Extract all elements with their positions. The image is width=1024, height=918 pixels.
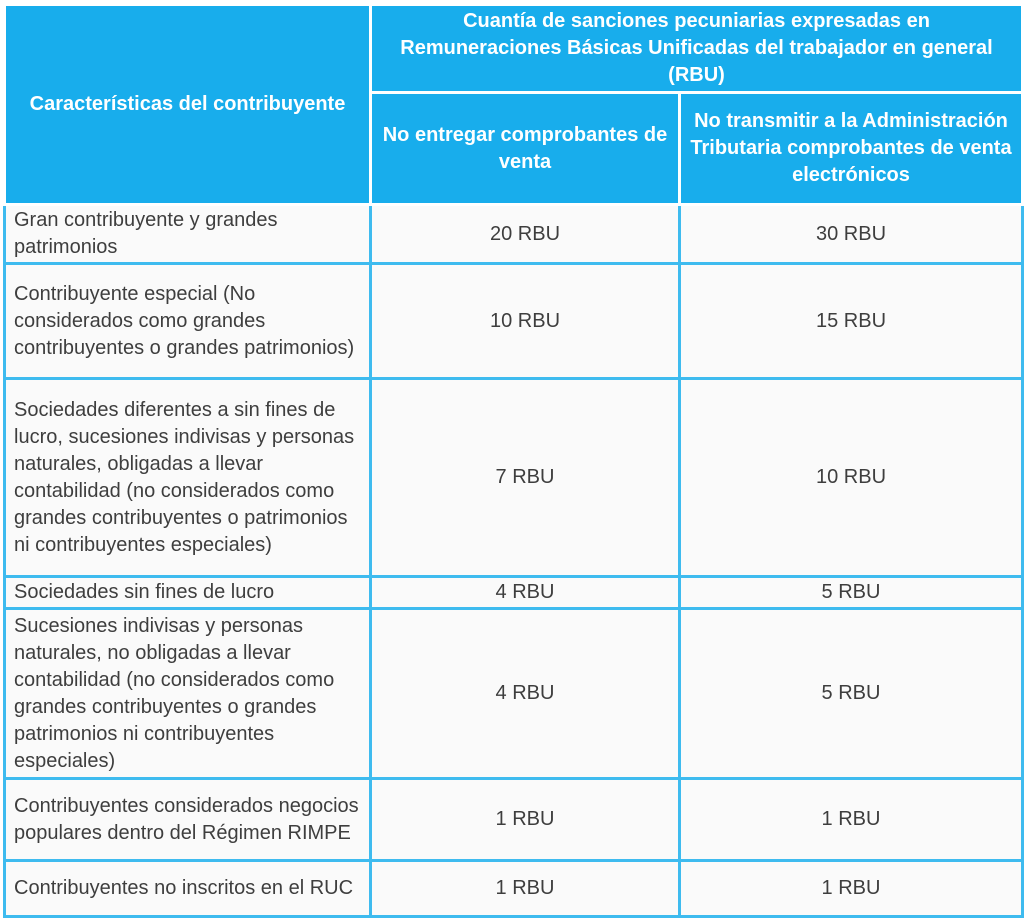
row-label: Sucesiones indivisas y personas naturales, no obligadas a llevar contabilidad (no considerados como grandes contribuyentes o grandes patrimonios ni contribuyentes especiales): [5, 609, 371, 779]
table-row: [5, 577, 1023, 609]
value-no-entregar: 10 RBU: [371, 264, 680, 379]
header-sub-col-no-transmitir: No transmitir a la Administración Tributaria comprobantes de venta electrónicos: [680, 93, 1023, 205]
row-label: Sociedades sin fines de lucro: [5, 577, 371, 609]
value-no-entregar: 4 RBU: [371, 609, 680, 779]
value-no-entregar: 1 RBU: [371, 779, 680, 861]
row-label: Contribuyente especial (No considerados como grandes contribuyentes o grandes patrimonios): [5, 264, 371, 379]
value-no-transmitir: 5 RBU: [680, 609, 1023, 779]
value-no-transmitir: 1 RBU: [680, 779, 1023, 861]
table-row: [5, 861, 1023, 917]
value-no-transmitir: 5 RBU: [680, 577, 1023, 609]
header-group-title: Cuantía de sanciones pecuniarias expresadas en Remuneraciones Básicas Unificadas del trabajador en general (RBU): [371, 5, 1023, 93]
table-row: [5, 205, 1023, 264]
row-label: Sociedades diferentes a sin fines de lucro, sucesiones indivisas y personas naturales, obligadas a llevar contabilidad (no considerados como grandes contribuyentes o patrimonios ni contribuyentes especiales): [5, 379, 371, 577]
value-no-transmitir: 1 RBU: [680, 861, 1023, 917]
table-row: [5, 379, 1023, 577]
table-row: [5, 609, 1023, 779]
value-no-transmitir: 10 RBU: [680, 379, 1023, 577]
row-label: Contribuyentes no inscritos en el RUC: [5, 861, 371, 917]
value-no-transmitir: 30 RBU: [680, 205, 1023, 264]
value-no-entregar: 20 RBU: [371, 205, 680, 264]
value-no-entregar: 1 RBU: [371, 861, 680, 917]
sanctions-table: [3, 3, 1024, 918]
header-sub-col-no-entregar: No entregar comprobantes de venta: [371, 93, 680, 205]
table-row: [5, 264, 1023, 379]
value-no-entregar: 4 RBU: [371, 577, 680, 609]
value-no-entregar: 7 RBU: [371, 379, 680, 577]
row-label: Gran contribuyente y grandes patrimonios: [5, 205, 371, 264]
header-row-group: [5, 5, 1023, 93]
table-row: [5, 779, 1023, 861]
row-label: Contribuyentes considerados negocios populares dentro del Régimen RIMPE: [5, 779, 371, 861]
value-no-transmitir: 15 RBU: [680, 264, 1023, 379]
header-characteristics: Características del contribuyente: [5, 5, 371, 205]
